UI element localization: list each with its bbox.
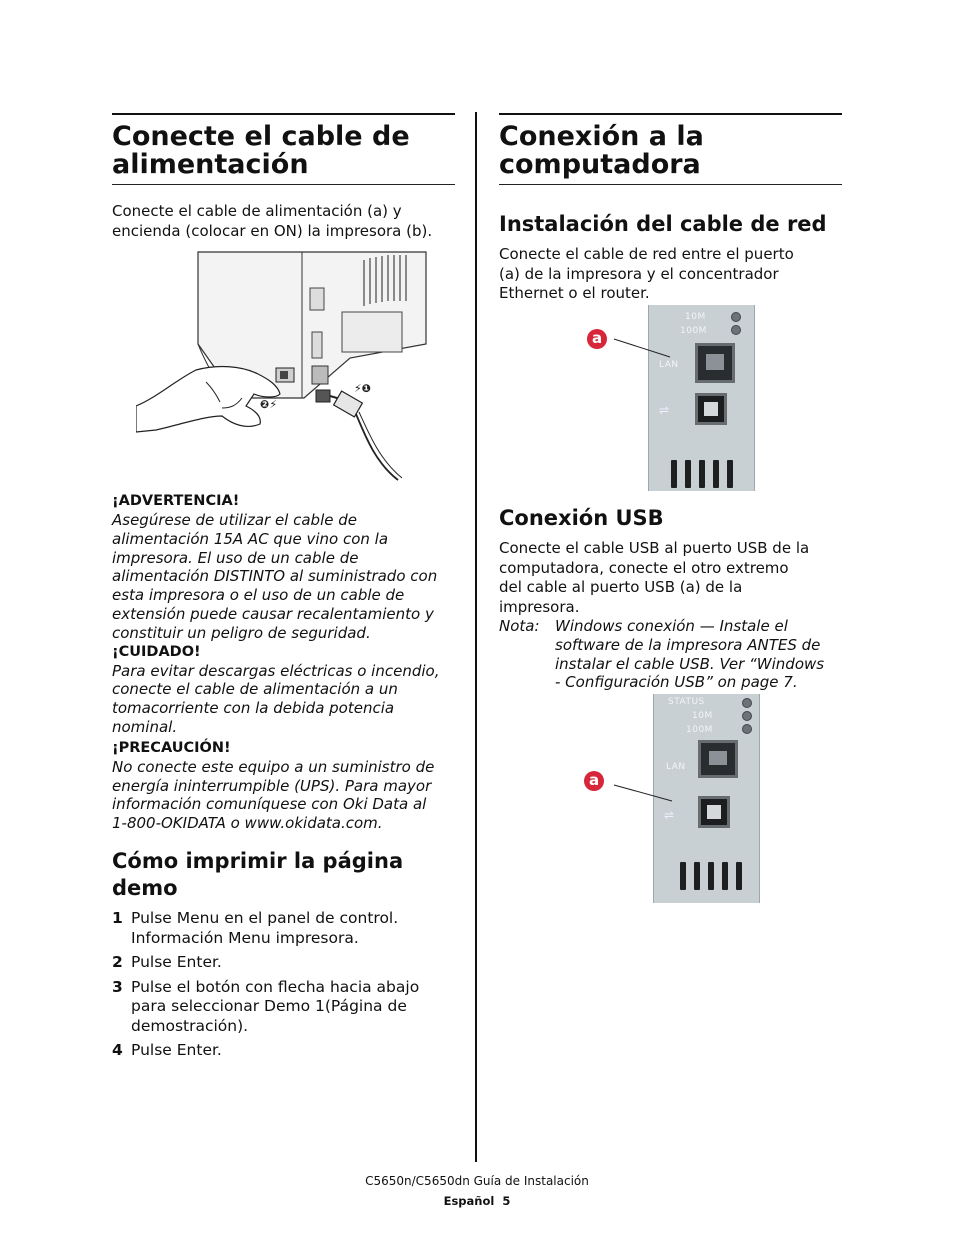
vent-slot [713,460,719,488]
led-label-10m: 10M [692,711,713,721]
warning-line: alimentación 15A AC que vino con la [112,529,389,548]
caution-line: tomacorriente con la debida potencia [112,699,395,718]
vent-slot [722,862,728,890]
demo-title-line2: demo [112,876,178,900]
note-line: Windows conexión — Instale el [555,617,788,635]
led-label-status: STATUS [668,697,705,707]
usb-line: del cable al puerto USB (a) de la [499,578,743,596]
lan-port-photo [648,305,755,491]
label-step-2: ❷⚡ [260,398,278,411]
step-text: Pulse Enter. [131,1041,222,1059]
step-text: Información Menu impresora. [131,928,359,947]
led-10m [742,711,752,721]
footer-guide: C5650n/C5650dn Guía de Instalación [365,1174,589,1188]
left-title-line2: alimentación [112,149,309,180]
precaution-line: energía ininterrumpible (UPS). Para mayor [112,776,432,795]
step-text: demostración). [131,1016,249,1035]
network-line: Conecte el cable de red entre el puerto [499,245,794,263]
caution-line: nominal. [112,717,178,736]
note-label: Nota: [499,617,540,635]
power-intro-line2: encienda (colocar en ON) la impresora (b). [112,221,433,240]
led-label-100m: 100M [680,326,707,336]
vent-slot [727,460,733,488]
left-top-rule [112,113,455,115]
precaution-line: No conecte este equipo a un suministro de [112,757,435,776]
warning-block [112,492,462,833]
callout-badge-usb: a [584,771,604,791]
precaution-label: ¡PRECAUCIÓN! [112,739,231,756]
lan-label: LAN [666,762,686,772]
network-line: (a) de la impresora y el concentrador [499,264,779,283]
label-step-1: ⚡❶ [354,382,372,395]
step-text: para seleccionar Demo 1(Página de [131,997,407,1015]
usb-port [698,796,730,828]
network-heading [499,211,849,238]
note-line: - Configuración USB” on page 7. [555,673,798,692]
caution-label: ¡CUIDADO! [112,643,201,660]
vent-slot [671,460,677,488]
right-section-title [499,123,844,179]
power-intro-line1: Conecte el cable de alimentación (a) y [112,202,402,220]
warning-line: esta impresora o el uso de un cable de [112,586,405,605]
demo-steps [112,909,462,1061]
warning-label: ¡ADVERTENCIA! [112,493,240,509]
step-item [112,953,462,973]
callout-badge-lan: a [587,329,607,349]
footer-page-number: 5 [502,1194,511,1208]
step-text: Pulse Enter. [131,953,222,971]
vent-slot [685,460,691,488]
usb-title: Conexión USB [499,506,664,530]
led-label-10m: 10M [685,312,706,322]
power-cable-illustration [136,248,432,488]
usb-text [499,539,849,617]
warning-text [112,511,462,643]
ethernet-port [698,740,738,778]
vent-slot [694,862,700,890]
usb-line: impresora. [499,597,580,616]
power-intro [112,202,462,241]
ethernet-port [695,343,735,383]
warning-line: constituir un peligro de seguridad. [112,623,371,642]
led-10m [731,312,741,322]
footer-page-line [0,1194,954,1208]
usb-note [499,617,849,692]
step-number: 3 [112,977,123,996]
step-item [112,978,462,1037]
left-title-line1: Conecte el cable de [112,121,410,152]
right-title-line2: computadora [499,149,701,180]
left-title-underline [112,184,455,185]
right-title-underline [499,184,842,185]
usb-icon: ⇌ [659,403,670,417]
lan-label: LAN [659,360,679,370]
column-divider [475,112,477,1162]
footer-language: Español [443,1194,495,1208]
usb-line: computadora, conecte el otro extremo [499,558,789,577]
step-text: Pulse el botón con flecha hacia abajo [131,977,420,996]
left-section-title [112,123,457,179]
precaution-line: información comuníquese con Oki Data al [112,795,427,814]
network-text [499,245,849,304]
vent-slot [680,862,686,890]
note-line: software de la impresora ANTES de [555,635,821,654]
usb-port [695,393,727,425]
vent-slot [708,862,714,890]
usb-icon: ⇌ [664,808,675,822]
warning-line: extensión puede causar recalentamiento y [112,604,434,623]
precaution-text [112,758,462,833]
demo-title-line1: Cómo imprimir la página [112,849,404,873]
warning-line: impresora. El uso de un cable de [112,548,359,567]
step-number: 4 [112,1041,123,1059]
led-label-100m: 100M [686,725,713,735]
step-item [112,1041,462,1061]
usb-line: Conecte el cable USB al puerto USB de la [499,539,810,557]
vent-slot [699,460,705,488]
warning-line: alimentación DISTINTO al suministrado con [112,567,438,586]
warning-line: Asegúrese de utilizar el cable de [112,511,357,529]
led-100m [731,325,741,335]
step-number: 2 [112,953,123,971]
vent-slot [736,862,742,890]
right-top-rule [499,113,842,115]
led-status [742,698,752,708]
step-text: Pulse Menu en el panel de control. [131,909,399,927]
network-title: Instalación del cable de red [499,212,827,236]
led-100m [742,724,752,734]
caution-line: Para evitar descargas eléctricas o incendio, [112,661,440,680]
usb-heading [499,505,849,532]
caution-text [112,662,462,737]
right-title-line1: Conexión a la [499,121,704,152]
note-line: instalar el cable USB. Ver “Windows [555,654,825,673]
precaution-line: 1-800-OKIDATA o www.okidata.com. [112,814,383,833]
demo-section-title [112,848,462,902]
callout-line-lan [612,336,672,360]
step-number: 1 [112,909,123,927]
callout-line-usb [612,782,674,804]
step-item [112,909,462,948]
network-line: Ethernet o el router. [499,284,650,302]
caution-line: conecte el cable de alimentación a un [112,680,398,699]
